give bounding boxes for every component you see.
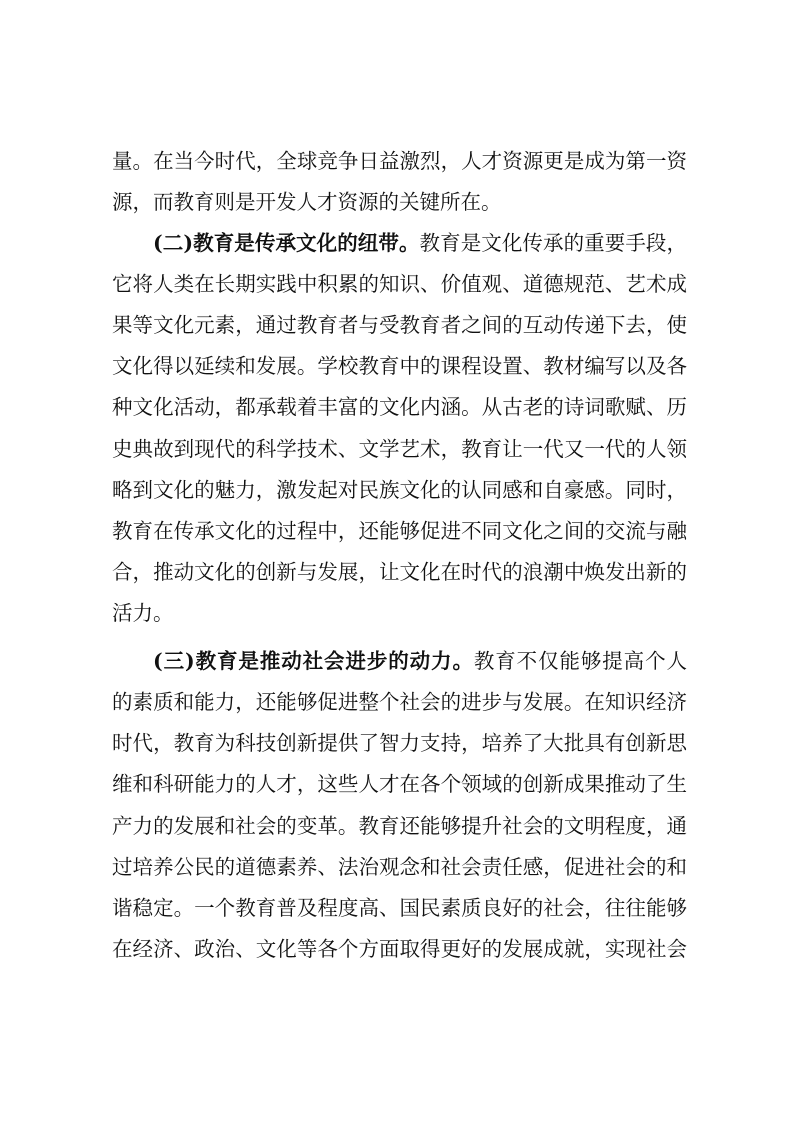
paragraph-line: 过培养公民的道德素养、法治观念和社会责任感，促进社会的和 xyxy=(112,855,687,879)
paragraph-line: 源，而教育则是开发人才资源的关键所在。 xyxy=(112,190,502,214)
paragraph-line: 活力。 xyxy=(112,601,174,625)
paragraph-line: 种文化活动，都承载着丰富的文化内涵。从古老的诗词歌赋、历 xyxy=(112,395,687,419)
paragraph-line: 教育在传承文化的过程中，还能够促进不同文化之间的交流与融 xyxy=(112,519,687,543)
paragraph-line: 它将人类在长期实践中积累的知识、价值观、道德规范、艺术成 xyxy=(112,272,687,296)
paragraph-line: 文化得以延续和发展。学校教育中的课程设置、教材编写以及各 xyxy=(112,354,687,378)
section-2-first-line-text: 教育是文化传承的重要手段， xyxy=(419,231,687,255)
paragraph-line: 史典故到现代的科学技术、文学艺术，教育让一代又一代的人领 xyxy=(112,437,687,461)
paragraph-line: 产力的发展和社会的变革。教育还能够提升社会的文明程度，通 xyxy=(112,814,687,838)
paragraph-line: 略到文化的魅力，激发起对民族文化的认同感和自豪感。同时， xyxy=(112,478,687,502)
section-2-heading: (二)教育是传承文化的纽带。 xyxy=(153,231,420,255)
paragraph-line: 谐稳定。一个教育普及程度高、国民素质良好的社会，往往能够 xyxy=(112,896,687,920)
paragraph-line: 维和科研能力的人才，这些人才在各个领域的创新成果推动了生 xyxy=(112,772,687,796)
section-2-first-line xyxy=(153,230,687,256)
paragraph-line: 时代，教育为科技创新提供了智力支持，培养了大批具有创新思 xyxy=(112,731,687,755)
paragraph-line: 在经济、政治、文化等各个方面取得更好的发展成就，实现社会 xyxy=(112,937,687,961)
paragraph-line: 量。在当今时代，全球竞争日益激烈，人才资源更是成为第一资 xyxy=(112,149,687,173)
section-3-heading: (三)教育是推动社会进步的动力。 xyxy=(153,649,474,673)
section-3-first-line-text: 教育不仅能够提高个人 xyxy=(473,649,687,673)
paragraph-line: 的素质和能力，还能够促进整个社会的进步与发展。在知识经济 xyxy=(112,690,687,714)
paragraph-line: 合，推动文化的创新与发展，让文化在时代的浪潮中焕发出新的 xyxy=(112,560,687,584)
paragraph-line: 果等文化元素，通过教育者与受教育者之间的互动传递下去，使 xyxy=(112,313,687,337)
section-3-first-line xyxy=(153,648,687,674)
